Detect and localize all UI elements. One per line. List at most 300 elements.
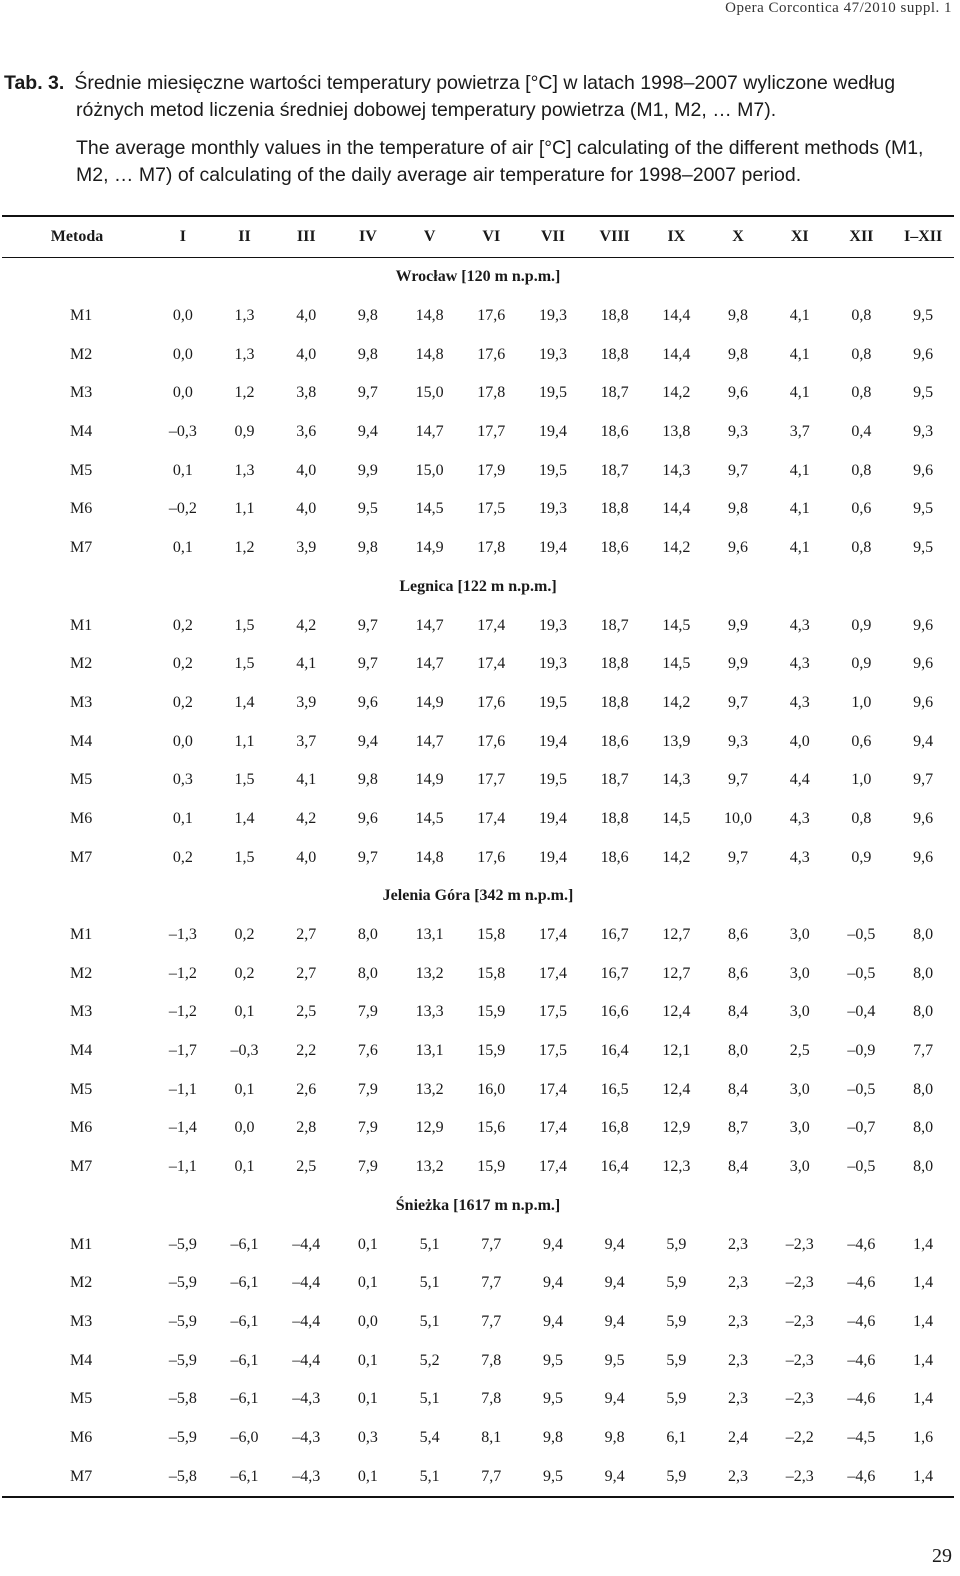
value-cell: 9,8 — [357, 307, 378, 325]
value-cell: 14,2 — [662, 693, 691, 711]
value-cell: 1,4 — [913, 1235, 934, 1253]
value-cell: –6,1 — [230, 1274, 259, 1292]
value-cell: 18,6 — [600, 732, 629, 750]
value-cell: 2,3 — [728, 1351, 749, 1369]
value-cell: 1,4 — [913, 1312, 934, 1330]
value-cell: 5,9 — [666, 1235, 687, 1253]
value-cell: 19,3 — [538, 345, 567, 363]
value-cell: 1,4 — [913, 1390, 934, 1408]
value-cell: 8,4 — [728, 1080, 749, 1098]
value-cell: 3,0 — [789, 1003, 810, 1021]
method-cell: M1 — [70, 616, 93, 634]
station-section-row — [2, 258, 954, 297]
value-cell: 18,7 — [600, 384, 629, 402]
value-cell: 1,3 — [234, 461, 255, 479]
value-cell: 9,4 — [542, 1312, 563, 1330]
method-cell: M7 — [70, 539, 93, 557]
value-cell: 1,5 — [234, 655, 255, 673]
value-cell: 15,8 — [477, 926, 506, 944]
value-cell: 8,0 — [913, 964, 934, 982]
value-cell: 0,0 — [172, 384, 193, 402]
value-cell: 9,8 — [728, 500, 749, 518]
value-cell: –0,2 — [168, 500, 197, 518]
value-cell: 2,5 — [296, 1003, 317, 1021]
value-cell: 18,6 — [600, 423, 629, 441]
value-cell: 14,5 — [662, 809, 691, 827]
value-cell: 9,3 — [728, 423, 749, 441]
value-cell: –4,6 — [847, 1274, 876, 1292]
value-cell: 2,3 — [728, 1274, 749, 1292]
value-cell: –1,7 — [168, 1042, 197, 1060]
value-cell: 0,1 — [172, 809, 193, 827]
value-cell: 7,9 — [357, 1158, 378, 1176]
temperature-table — [2, 217, 954, 1496]
value-cell: 4,2 — [296, 809, 317, 827]
method-cell: M2 — [70, 655, 93, 673]
value-cell: 2,5 — [296, 1158, 317, 1176]
value-cell: 7,7 — [481, 1235, 502, 1253]
value-cell: 8,4 — [728, 1158, 749, 1176]
value-cell: 0,8 — [851, 809, 872, 827]
value-cell: 0,2 — [234, 964, 255, 982]
value-cell: –0,4 — [847, 1003, 876, 1021]
column-header: XI — [769, 217, 831, 258]
value-cell: 9,7 — [728, 461, 749, 479]
value-cell: 9,7 — [728, 848, 749, 866]
value-cell: 17,4 — [538, 1158, 567, 1176]
value-cell: 7,9 — [357, 1119, 378, 1137]
value-cell: –1,1 — [168, 1080, 197, 1098]
value-cell: 7,8 — [481, 1351, 502, 1369]
method-cell: M4 — [70, 732, 93, 750]
value-cell: 15,0 — [415, 461, 444, 479]
value-cell: 4,1 — [789, 461, 810, 479]
value-cell: 1,4 — [913, 1274, 934, 1292]
value-cell: 8,0 — [913, 1003, 934, 1021]
value-cell: 14,7 — [415, 423, 444, 441]
value-cell: 0,8 — [851, 345, 872, 363]
value-cell: –4,6 — [847, 1351, 876, 1369]
value-cell: 5,9 — [666, 1312, 687, 1330]
value-cell: 5,9 — [666, 1390, 687, 1408]
column-header: XII — [831, 217, 893, 258]
value-cell: 8,0 — [728, 1042, 749, 1060]
method-cell: M3 — [70, 1003, 93, 1021]
method-cell: M5 — [70, 461, 93, 479]
table-row — [2, 954, 954, 993]
value-cell: 9,9 — [357, 461, 378, 479]
value-cell: –1,1 — [168, 1158, 197, 1176]
value-cell: 9,5 — [913, 539, 934, 557]
method-cell: M3 — [70, 384, 93, 402]
value-cell: 9,5 — [542, 1351, 563, 1369]
method-cell: M5 — [70, 771, 93, 789]
value-cell: 18,8 — [600, 307, 629, 325]
value-cell: 14,8 — [415, 848, 444, 866]
value-cell: –1,4 — [168, 1119, 197, 1137]
value-cell: 17,8 — [477, 539, 506, 557]
method-cell: M6 — [70, 1428, 93, 1446]
table-row — [2, 684, 954, 723]
value-cell: 9,4 — [604, 1274, 625, 1292]
value-cell: 4,0 — [296, 848, 317, 866]
method-cell: M3 — [70, 693, 93, 711]
value-cell: –6,1 — [230, 1235, 259, 1253]
value-cell: –6,1 — [230, 1390, 259, 1408]
value-cell: 19,5 — [538, 461, 567, 479]
value-cell: 13,3 — [415, 1003, 444, 1021]
value-cell: 5,1 — [419, 1274, 440, 1292]
value-cell: 14,7 — [415, 655, 444, 673]
value-cell: –4,3 — [292, 1390, 321, 1408]
value-cell: 4,3 — [789, 616, 810, 634]
value-cell: 17,4 — [538, 926, 567, 944]
value-cell: 12,4 — [662, 1003, 691, 1021]
value-cell: 0,0 — [357, 1312, 378, 1330]
value-cell: 4,2 — [296, 616, 317, 634]
temperature-table-wrapper — [2, 215, 954, 1498]
value-cell: 17,9 — [477, 461, 506, 479]
value-cell: 5,2 — [419, 1351, 440, 1369]
value-cell: –2,3 — [785, 1351, 814, 1369]
value-cell: 13,2 — [415, 964, 444, 982]
value-cell: 17,6 — [477, 848, 506, 866]
value-cell: 7,7 — [913, 1042, 934, 1060]
value-cell: 9,3 — [728, 732, 749, 750]
table-row — [2, 335, 954, 374]
value-cell: 17,4 — [477, 655, 506, 673]
value-cell: 12,4 — [662, 1080, 691, 1098]
value-cell: 1,4 — [913, 1467, 934, 1485]
table-row — [2, 645, 954, 684]
value-cell: 14,3 — [662, 771, 691, 789]
value-cell: 9,7 — [357, 616, 378, 634]
method-cell: M1 — [70, 1235, 93, 1253]
value-cell: 14,8 — [415, 307, 444, 325]
value-cell: –0,9 — [847, 1042, 876, 1060]
value-cell: –6,1 — [230, 1312, 259, 1330]
value-cell: 1,4 — [913, 1351, 934, 1369]
column-header-metoda: Metoda — [2, 217, 152, 258]
value-cell: 7,8 — [481, 1390, 502, 1408]
table-row — [2, 1303, 954, 1342]
value-cell: 0,9 — [851, 616, 872, 634]
value-cell: 14,4 — [662, 500, 691, 518]
value-cell: 4,0 — [789, 732, 810, 750]
value-cell: 15,0 — [415, 384, 444, 402]
value-cell: 1,5 — [234, 771, 255, 789]
value-cell: 17,7 — [477, 423, 506, 441]
value-cell: 14,5 — [662, 655, 691, 673]
value-cell: 1,6 — [913, 1428, 934, 1446]
value-cell: 1,5 — [234, 616, 255, 634]
page-number: 29 — [932, 1545, 952, 1567]
value-cell: 3,8 — [296, 384, 317, 402]
value-cell: 0,1 — [357, 1274, 378, 1292]
value-cell: 18,7 — [600, 616, 629, 634]
value-cell: 9,7 — [357, 655, 378, 673]
method-cell: M4 — [70, 1042, 93, 1060]
value-cell: 13,8 — [662, 423, 691, 441]
value-cell: –0,5 — [847, 964, 876, 982]
value-cell: –6,1 — [230, 1467, 259, 1485]
method-cell: M6 — [70, 1119, 93, 1137]
value-cell: 9,4 — [604, 1390, 625, 1408]
value-cell: 0,2 — [172, 616, 193, 634]
method-cell: M4 — [70, 423, 93, 441]
value-cell: –4,3 — [292, 1467, 321, 1485]
value-cell: 18,8 — [600, 693, 629, 711]
value-cell: 3,0 — [789, 1080, 810, 1098]
value-cell: 9,8 — [357, 771, 378, 789]
value-cell: 14,5 — [662, 616, 691, 634]
value-cell: 19,4 — [538, 423, 567, 441]
station-title: Jelenia Góra [342 m n.p.m.] — [382, 887, 574, 905]
value-cell: 13,1 — [415, 926, 444, 944]
table-row — [2, 451, 954, 490]
value-cell: 9,4 — [604, 1312, 625, 1330]
value-cell: –4,4 — [292, 1351, 321, 1369]
value-cell: 7,7 — [481, 1467, 502, 1485]
station-title: Wrocław [120 m n.p.m.] — [395, 268, 561, 286]
table-row — [2, 1341, 954, 1380]
value-cell: 19,3 — [538, 655, 567, 673]
value-cell: –1,3 — [168, 926, 197, 944]
value-cell: 4,0 — [296, 461, 317, 479]
value-cell: 14,5 — [415, 500, 444, 518]
value-cell: 13,1 — [415, 1042, 444, 1060]
value-cell: 4,1 — [789, 539, 810, 557]
value-cell: 0,9 — [851, 655, 872, 673]
column-header: VIII — [584, 217, 646, 258]
value-cell: 18,7 — [600, 461, 629, 479]
value-cell: 0,0 — [234, 1119, 255, 1137]
value-cell: 2,3 — [728, 1312, 749, 1330]
table-row — [2, 297, 954, 336]
value-cell: 16,4 — [600, 1158, 629, 1176]
value-cell: 4,0 — [296, 500, 317, 518]
value-cell: 16,8 — [600, 1119, 629, 1137]
value-cell: 1,3 — [234, 307, 255, 325]
table-row — [2, 993, 954, 1032]
value-cell: 0,1 — [234, 1080, 255, 1098]
column-header: II — [214, 217, 276, 258]
value-cell: –2,3 — [785, 1235, 814, 1253]
caption-polish — [4, 70, 954, 124]
value-cell: 5,9 — [666, 1274, 687, 1292]
value-cell: 9,8 — [604, 1428, 625, 1446]
method-cell: M6 — [70, 809, 93, 827]
value-cell: 4,1 — [789, 384, 810, 402]
value-cell: 16,7 — [600, 964, 629, 982]
method-cell: M2 — [70, 345, 93, 363]
value-cell: 8,0 — [913, 1080, 934, 1098]
value-cell: 7,7 — [481, 1312, 502, 1330]
value-cell: 0,8 — [851, 539, 872, 557]
column-header: I — [152, 217, 214, 258]
value-cell: 8,0 — [357, 926, 378, 944]
value-cell: 9,6 — [913, 848, 934, 866]
value-cell: 9,4 — [542, 1274, 563, 1292]
value-cell: 12,7 — [662, 964, 691, 982]
method-cell: M5 — [70, 1080, 93, 1098]
station-section-row — [2, 568, 954, 607]
value-cell: 18,8 — [600, 655, 629, 673]
value-cell: 0,8 — [851, 461, 872, 479]
value-cell: 12,7 — [662, 926, 691, 944]
value-cell: –5,9 — [168, 1428, 197, 1446]
value-cell: 15,9 — [477, 1003, 506, 1021]
method-cell: M3 — [70, 1312, 93, 1330]
value-cell: 9,6 — [357, 693, 378, 711]
value-cell: 8,4 — [728, 1003, 749, 1021]
method-cell: M7 — [70, 1467, 93, 1485]
value-cell: 9,4 — [357, 423, 378, 441]
value-cell: –0,3 — [230, 1042, 259, 1060]
value-cell: 0,8 — [851, 384, 872, 402]
value-cell: 18,6 — [600, 539, 629, 557]
station-section-row — [2, 1187, 954, 1226]
value-cell: 0,6 — [851, 500, 872, 518]
value-cell: 7,9 — [357, 1003, 378, 1021]
value-cell: –0,3 — [168, 423, 197, 441]
value-cell: 0,9 — [851, 848, 872, 866]
table-row — [2, 413, 954, 452]
table-row — [2, 1264, 954, 1303]
value-cell: 5,4 — [419, 1428, 440, 1446]
value-cell: 17,6 — [477, 693, 506, 711]
value-cell: 14,5 — [415, 809, 444, 827]
value-cell: 8,0 — [913, 1119, 934, 1137]
value-cell: 3,0 — [789, 926, 810, 944]
value-cell: –4,5 — [847, 1428, 876, 1446]
value-cell: 3,0 — [789, 964, 810, 982]
value-cell: 2,7 — [296, 926, 317, 944]
value-cell: 9,5 — [913, 500, 934, 518]
value-cell: –1,2 — [168, 1003, 197, 1021]
value-cell: 0,2 — [172, 693, 193, 711]
value-cell: 12,9 — [662, 1119, 691, 1137]
value-cell: 16,0 — [477, 1080, 506, 1098]
method-cell: M7 — [70, 848, 93, 866]
value-cell: 2,4 — [728, 1428, 749, 1446]
table-body — [2, 258, 954, 1497]
value-cell: –5,9 — [168, 1312, 197, 1330]
value-cell: 19,4 — [538, 809, 567, 827]
table-row — [2, 1380, 954, 1419]
value-cell: 9,6 — [357, 809, 378, 827]
value-cell: 9,6 — [913, 655, 934, 673]
value-cell: 7,9 — [357, 1080, 378, 1098]
value-cell: 19,3 — [538, 616, 567, 634]
value-cell: 0,2 — [172, 848, 193, 866]
value-cell: –5,8 — [168, 1390, 197, 1408]
value-cell: 9,8 — [357, 539, 378, 557]
value-cell: 0,1 — [234, 1003, 255, 1021]
value-cell: 1,3 — [234, 345, 255, 363]
value-cell: –1,2 — [168, 964, 197, 982]
value-cell: –4,6 — [847, 1235, 876, 1253]
value-cell: 17,6 — [477, 732, 506, 750]
value-cell: 19,5 — [538, 693, 567, 711]
value-cell: 9,8 — [542, 1428, 563, 1446]
value-cell: 1,0 — [851, 693, 872, 711]
value-cell: 9,8 — [728, 345, 749, 363]
value-cell: 0,2 — [234, 926, 255, 944]
table-row — [2, 1148, 954, 1187]
column-header: VI — [460, 217, 522, 258]
value-cell: 5,9 — [666, 1351, 687, 1369]
method-cell: M1 — [70, 926, 93, 944]
caption-polish-line1: Średnie miesięczne wartości temperatury powietrza [°C] w latach 1998–2007 wyliczone według — [74, 72, 896, 94]
value-cell: 17,8 — [477, 384, 506, 402]
value-cell: 14,4 — [662, 345, 691, 363]
value-cell: 1,2 — [234, 539, 255, 557]
value-cell: 15,9 — [477, 1042, 506, 1060]
value-cell: 19,4 — [538, 539, 567, 557]
value-cell: 9,7 — [728, 693, 749, 711]
value-cell: 2,7 — [296, 964, 317, 982]
value-cell: 9,3 — [913, 423, 934, 441]
value-cell: –4,4 — [292, 1235, 321, 1253]
method-cell: M4 — [70, 1351, 93, 1369]
table-row — [2, 916, 954, 955]
column-header: IV — [337, 217, 399, 258]
value-cell: 18,7 — [600, 771, 629, 789]
value-cell: 15,8 — [477, 964, 506, 982]
value-cell: 12,1 — [662, 1042, 691, 1060]
value-cell: 3,7 — [296, 732, 317, 750]
value-cell: 9,6 — [913, 693, 934, 711]
value-cell: 14,2 — [662, 848, 691, 866]
value-cell: 19,3 — [538, 500, 567, 518]
table-row — [2, 1419, 954, 1458]
value-cell: 9,5 — [542, 1390, 563, 1408]
value-cell: 2,8 — [296, 1119, 317, 1137]
value-cell: 5,1 — [419, 1235, 440, 1253]
value-cell: 4,1 — [296, 771, 317, 789]
value-cell: 0,0 — [172, 307, 193, 325]
value-cell: –5,9 — [168, 1235, 197, 1253]
value-cell: 19,5 — [538, 384, 567, 402]
value-cell: 12,3 — [662, 1158, 691, 1176]
value-cell: 9,8 — [728, 307, 749, 325]
value-cell: 17,4 — [477, 809, 506, 827]
value-cell: 18,8 — [600, 500, 629, 518]
value-cell: –6,0 — [230, 1428, 259, 1446]
value-cell: –2,3 — [785, 1312, 814, 1330]
value-cell: 3,6 — [296, 423, 317, 441]
value-cell: 19,4 — [538, 848, 567, 866]
value-cell: 0,9 — [234, 423, 255, 441]
station-title: Śnieżka [1617 m n.p.m.] — [395, 1196, 561, 1214]
value-cell: –2,3 — [785, 1390, 814, 1408]
value-cell: 17,5 — [477, 500, 506, 518]
value-cell: 14,7 — [415, 732, 444, 750]
value-cell: 0,6 — [851, 732, 872, 750]
column-header: X — [707, 217, 769, 258]
value-cell: 8,6 — [728, 964, 749, 982]
value-cell: 14,7 — [415, 616, 444, 634]
value-cell: –5,9 — [168, 1274, 197, 1292]
value-cell: 4,1 — [789, 500, 810, 518]
value-cell: 8,7 — [728, 1119, 749, 1137]
value-cell: 9,5 — [542, 1467, 563, 1485]
column-header: III — [275, 217, 337, 258]
value-cell: –4,3 — [292, 1428, 321, 1446]
value-cell: –0,5 — [847, 926, 876, 944]
header-row — [2, 217, 954, 258]
